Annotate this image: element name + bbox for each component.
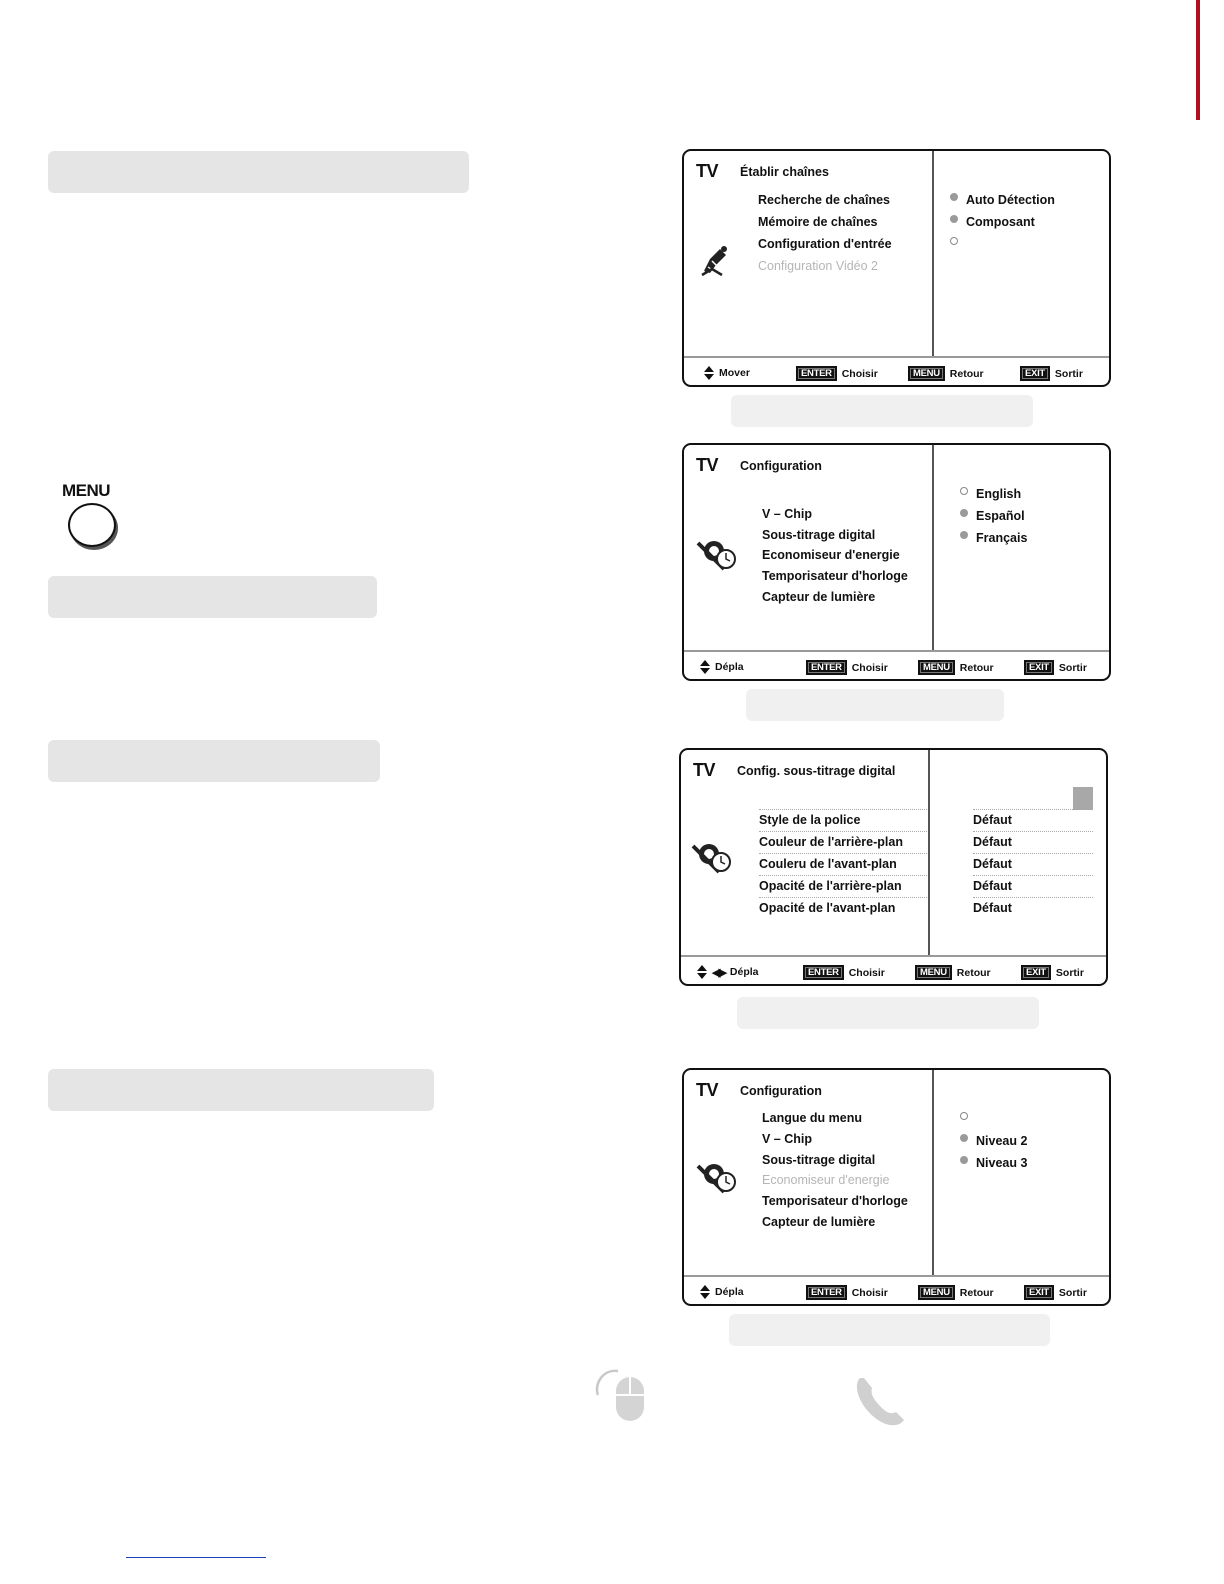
section-header-bar-1	[48, 151, 469, 193]
radio-icon	[960, 531, 968, 539]
tv-screen-energy-saver	[682, 1068, 1111, 1306]
option-item[interactable]: Niveau 3	[958, 1152, 1027, 1174]
energy-level-options	[958, 1108, 1027, 1174]
screen-title: Configuration	[740, 459, 822, 473]
radio-icon	[960, 1156, 968, 1164]
screen-title: Établir chaînes	[740, 165, 829, 179]
tv-screen-digital-captions	[679, 748, 1108, 986]
menu-key: MENU	[915, 965, 952, 980]
panel-divider	[932, 151, 934, 357]
section-header-bar-2	[48, 576, 377, 618]
section-header-bar-4	[48, 1069, 434, 1111]
menu-key: MENU	[908, 366, 945, 381]
radio-icon	[950, 193, 958, 201]
up-down-arrows-icon	[700, 660, 710, 674]
radio-icon	[960, 1134, 968, 1142]
section-header-bar-3	[48, 740, 380, 782]
caption-bar-2	[746, 689, 1004, 721]
radio-icon	[960, 509, 968, 517]
up-down-arrows-icon	[697, 965, 707, 979]
tv-screen-configuration	[682, 443, 1111, 681]
option-item[interactable]: Auto Détection	[948, 189, 1055, 211]
caption-values	[973, 788, 1093, 919]
menu-item-selected[interactable]: Taille de la police	[759, 788, 929, 810]
option-item[interactable]: Composant	[948, 211, 1055, 233]
enter-key: ENTER	[806, 660, 847, 675]
menu-item[interactable]: Configuration Vidéo 2	[758, 259, 878, 273]
screen-footer: Dépla ENTER Choisir MENU Retour EXIT Sortir	[684, 1278, 1109, 1304]
menu-item[interactable]: Temporisateur d'horloge	[762, 1194, 908, 1209]
page-edge-accent	[1196, 0, 1200, 120]
up-down-arrows-icon	[704, 366, 714, 380]
setup-tools-icon	[694, 537, 738, 573]
exit-key: EXIT	[1024, 1285, 1054, 1300]
channel-menu	[758, 189, 892, 277]
menu-item[interactable]: Opacité de l'arrière-plan	[759, 876, 929, 898]
menu-button[interactable]	[68, 503, 116, 547]
menu-item[interactable]: Mémoire de chaînes	[758, 215, 878, 229]
caption-bar-1	[731, 395, 1033, 427]
tv-logo: TV	[693, 760, 716, 780]
menu-item[interactable]: Configuration d'entrée	[758, 237, 892, 251]
radio-icon	[960, 487, 968, 495]
menu-item[interactable]: Couleur de l'arrière-plan	[759, 832, 929, 854]
menu-item[interactable]: Recherche de chaînes	[758, 193, 891, 207]
footer-link-underline	[126, 1557, 266, 1558]
footer-divider	[684, 650, 1109, 652]
mouse-icon	[592, 1365, 648, 1423]
menu-item[interactable]: Style de la police	[759, 810, 929, 832]
value-item[interactable]: Défaut	[973, 810, 1093, 832]
value-item[interactable]: Défaut	[973, 901, 1012, 915]
value-dropdown-selected[interactable]: Défaut	[973, 788, 1093, 810]
menu-key: MENU	[918, 1285, 955, 1300]
tv-screen-channels	[682, 149, 1111, 387]
option-item[interactable]: Español	[958, 505, 1027, 527]
radio-icon	[960, 1112, 968, 1120]
screen-title: Configuration	[740, 1084, 822, 1098]
menu-key: MENU	[918, 660, 955, 675]
radio-icon	[950, 237, 958, 245]
setup-menu	[762, 1108, 908, 1233]
menu-item[interactable]: Capteur de lumière	[762, 1214, 876, 1229]
menu-button-label: MENU	[62, 481, 111, 500]
option-list	[948, 189, 1055, 255]
footer-divider	[684, 356, 1109, 358]
footer-divider	[681, 955, 1106, 957]
screen-footer: Dépla ENTER Choisir MENU Retour EXIT Sortir	[684, 653, 1109, 679]
menu-item[interactable]: Langue du menu	[762, 1111, 862, 1125]
option-item[interactable]: English	[958, 483, 1027, 505]
panel-divider	[932, 445, 934, 651]
menu-item[interactable]: Opacité de l'avant-plan	[759, 901, 896, 915]
setup-tools-icon	[694, 1160, 738, 1196]
exit-key: EXIT	[1021, 965, 1051, 980]
option-item-selected[interactable]: Composite	[948, 233, 1055, 255]
menu-item[interactable]: Economiseur d'energie	[762, 1173, 890, 1188]
menu-item[interactable]: Capteur de lumière	[762, 589, 876, 604]
tv-logo: TV	[696, 161, 719, 181]
menu-item-selected[interactable]: Langue du menu	[762, 483, 908, 504]
menu-item[interactable]: Couleru de l'avant-plan	[759, 854, 929, 876]
enter-key: ENTER	[806, 1285, 847, 1300]
satellite-icon	[698, 241, 732, 277]
exit-key: EXIT	[1024, 660, 1054, 675]
value-item[interactable]: Défaut	[973, 876, 1093, 898]
tv-logo: TV	[696, 455, 719, 475]
menu-item[interactable]: Sous-titrage digital	[762, 1152, 876, 1167]
option-item-selected[interactable]: Niveau 1	[958, 1108, 1027, 1130]
panel-divider	[928, 750, 930, 956]
screen-footer: Mover ENTER Choisir MENU Retour EXIT Sortir	[684, 359, 1109, 385]
option-item[interactable]: Français	[958, 527, 1027, 549]
menu-item[interactable]: V – Chip	[762, 1131, 813, 1146]
menu-item[interactable]: Temporisateur d'horloge	[762, 569, 908, 584]
phone-icon	[852, 1374, 908, 1428]
menu-item[interactable]: Economiseur d'energie	[762, 548, 900, 563]
value-item[interactable]: Défaut	[973, 854, 1093, 876]
value-item[interactable]: Défaut	[973, 832, 1093, 854]
option-item[interactable]: Niveau 2	[958, 1130, 1027, 1152]
footer-divider	[684, 1275, 1109, 1277]
screen-title: Config. sous-titrage digital	[737, 764, 896, 778]
setup-menu	[762, 483, 908, 608]
menu-item[interactable]: Sous-titrage digital	[762, 527, 876, 542]
radio-icon	[950, 215, 958, 223]
left-right-arrows-icon: ◀▶	[712, 966, 725, 979]
setup-tools-icon	[689, 840, 733, 876]
enter-key: ENTER	[796, 366, 837, 381]
screen-footer: ◀▶ Dépla ENTER Choisir MENU Retour EXIT Sortir	[681, 958, 1106, 984]
panel-divider	[932, 1070, 934, 1276]
caption-settings-menu	[759, 788, 929, 919]
caption-bar-4	[729, 1314, 1050, 1346]
menu-item[interactable]: V – Chip	[762, 506, 813, 521]
tv-logo: TV	[696, 1080, 719, 1100]
exit-key: EXIT	[1020, 366, 1050, 381]
enter-key: ENTER	[803, 965, 844, 980]
caption-bar-3	[737, 997, 1039, 1029]
language-options	[958, 483, 1027, 549]
up-down-arrows-icon	[700, 1285, 710, 1299]
